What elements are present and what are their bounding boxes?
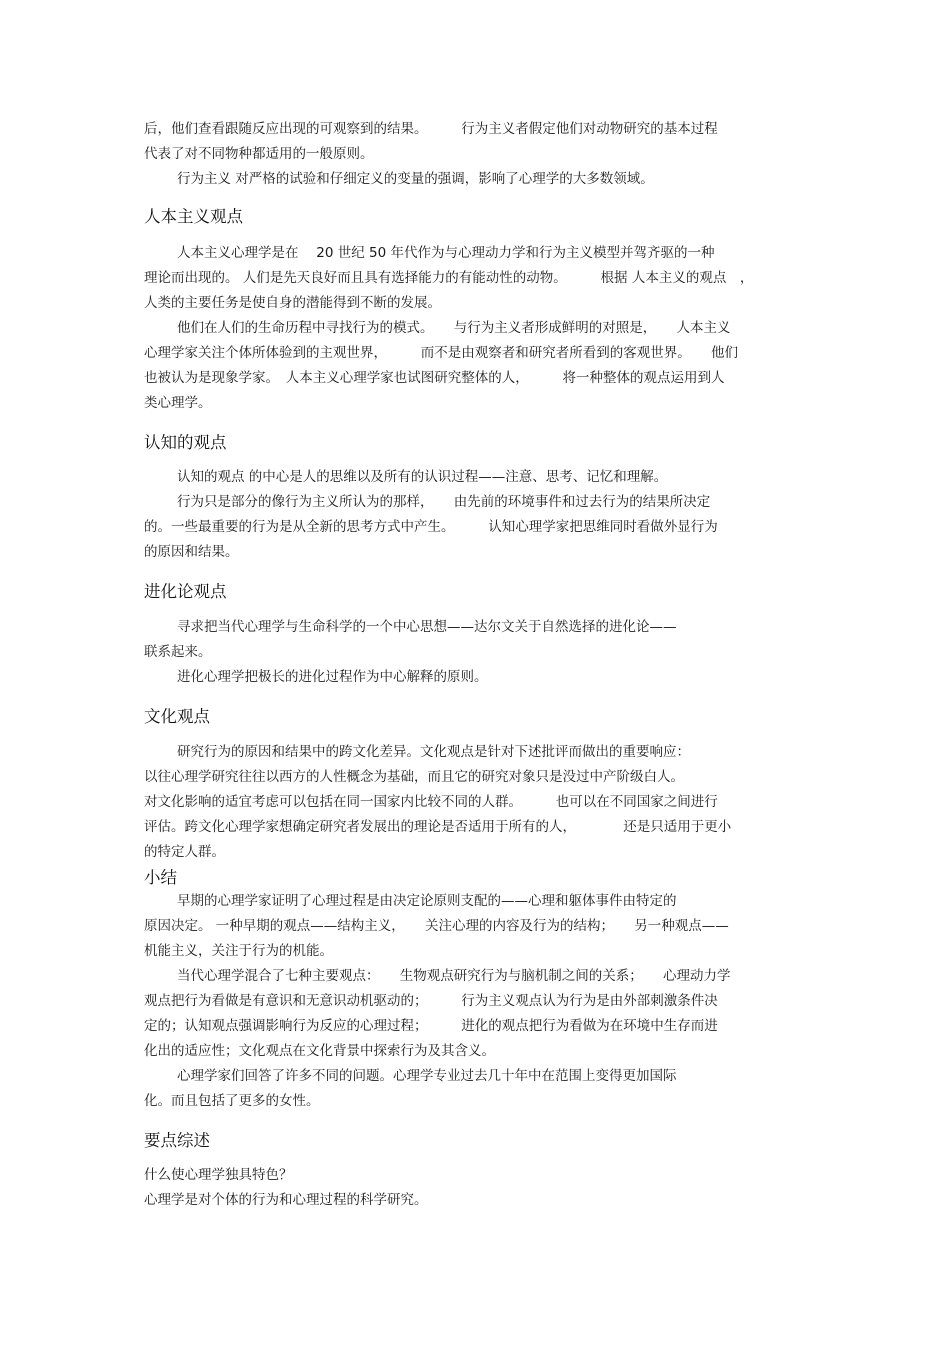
paragraph-line: 心理学家关注个体所体验到的主观世界， 而不是由观察者和研究者所看到的客观世界。 他们 (144, 345, 738, 361)
section-heading-keypoints: 要点综述 (144, 1131, 210, 1150)
paragraph-line: 研究行为的原因和结果中的跨文化差异。文化观点是针对下述批评而做出的重要响应： (177, 744, 690, 760)
paragraph-line: 什么使心理学独具特色？ (144, 1167, 293, 1183)
section-heading-cognitive: 认知的观点 (144, 433, 227, 452)
paragraph-line: 行为只是部分的像行为主义所认为的那样， 由先前的环境事件和过去行为的结果所决定 (177, 494, 711, 510)
paragraph-line: 当代心理学混合了七种主要观点： 生物观点研究行为与脑机制之间的关系； 心理动力学 (177, 968, 731, 984)
paragraph-line: 观点把行为看做是有意识和无意识动机驱动的； 行为主义观点认为行为是由外部刺激条件决 (144, 993, 718, 1009)
paragraph-line: 心理学家们回答了许多不同的问题。心理学专业过去几十年中在范围上变得更加国际 (177, 1068, 677, 1084)
paragraph-line: 联系起来。 (144, 644, 212, 660)
paragraph-line: 人类的主要任务是使自身的潜能得到不断的发展。 (144, 295, 441, 311)
section-heading-evolution: 进化论观点 (144, 582, 227, 601)
section-heading-culture: 文化观点 (144, 707, 210, 726)
paragraph-line: 也被认为是现象学家。 人本主义心理学家也试图研究整体的人， 将一种整体的观点运用到人 (144, 370, 725, 386)
paragraph-line: 机能主义，关注于行为的机能。 (144, 943, 333, 959)
paragraph-line: 代表了对不同物种都适用的一般原则。 (144, 146, 374, 162)
paragraph-line: 定的；认知观点强调影响行为反应的心理过程； 进化的观点把行为看做为在环境中生存而进 (144, 1018, 718, 1034)
paragraph-line: 化。而且包括了更多的女性。 (144, 1093, 320, 1109)
paragraph-line: 原因决定。 一种早期的观点——结构主义， 关注心理的内容及行为的结构； 另一种观点—— (144, 918, 729, 934)
paragraph-line: 的原因和结果。 (144, 544, 239, 560)
paragraph-line: 评估。跨文化心理学家想确定研究者发展出的理论是否适用于所有的人， 还是只适用于更小 (144, 819, 732, 835)
paragraph-line: 早期的心理学家证明了心理过程是由决定论原则支配的——心理和躯体事件由特定的 (177, 893, 677, 909)
paragraph-line: 寻求把当代心理学与生命科学的一个中心思想——达尔文关于自然选择的进化论—— (177, 619, 677, 635)
section-heading-humanism: 人本主义观点 (144, 207, 243, 226)
paragraph-line: 进化心理学把极长的进化过程作为中心解释的原则。 (177, 669, 488, 685)
paragraph-line: 人本主义心理学是在 20 世纪 50 年代作为与心理动力学和行为主义模型并驾齐驱的一种 (177, 245, 715, 261)
paragraph-line: 化出的适应性；文化观点在文化背景中探索行为及其含义。 (144, 1043, 495, 1059)
paragraph-line: 对文化影响的适宜考虑可以包括在同一国家内比较不同的人群。 也可以在不同国家之间进行 (144, 794, 718, 810)
paragraph-line: 心理学是对个体的行为和心理过程的科学研究。 (144, 1192, 428, 1208)
paragraph-line: 类心理学。 (144, 395, 212, 411)
section-heading-summary: 小结 (144, 868, 177, 887)
paragraph-line: 以往心理学研究往往以西方的人性概念为基础，而且它的研究对象只是没过中产阶级白人。 (144, 769, 684, 785)
paragraph-line: 他们在人们的生命历程中寻找行为的模式。 与行为主义者形成鲜明的对照是， 人本主义 (177, 320, 731, 336)
paragraph-line: 理论而出现的。 人们是先天良好而且具有选择能力的有能动性的动物。 根据 人本主义的观点 ， (144, 270, 754, 286)
paragraph-line: 的特定人群。 (144, 844, 225, 860)
paragraph-line: 后，他们查看跟随反应出现的可观察到的结果。 行为主义者假定他们对动物研究的基本过程 (144, 121, 718, 137)
paragraph-line: 认知的观点 的中心是人的思维以及所有的认识过程——注意、思考、记忆和理解。 (177, 469, 668, 485)
paragraph-line: 的。一些最重要的行为是从全新的思考方式中产生。 认知心理学家把思维同时看做外显行为 (144, 519, 718, 535)
paragraph-line: 行为主义 对严格的试验和仔细定义的变量的强调，影响了心理学的大多数领域。 (177, 171, 654, 187)
